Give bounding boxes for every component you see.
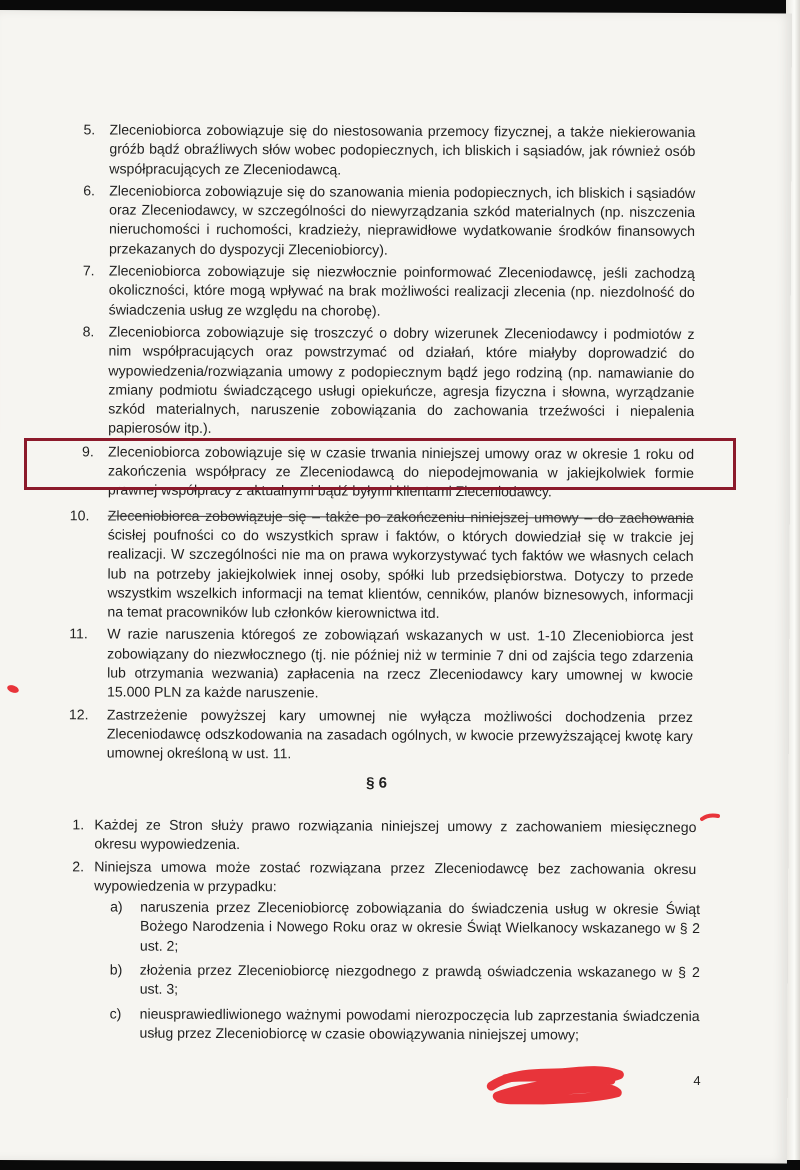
section-heading: § 6 <box>366 774 388 792</box>
list-item <box>83 261 695 322</box>
item-number: 7. <box>82 262 95 279</box>
list-item <box>68 705 693 766</box>
item-text: Niniejsza umowa może zostać rozwiązana przez Zleceniodawcę bez zachowania okresu wypowiedzenia w przypadku: <box>94 858 697 895</box>
sub-list-item <box>110 898 700 958</box>
item-text: Zleceniobiorca zobowiązuje się w czasie trwania niniejszej umowy oraz w okresie 1 roku od zakończenia współpracy ze Zleceniodawcą do niepodejmowania w jakiejkolwiek formie prawnej współpracy z aktualnymi bądź byłymi klientami Zleceniodawcy. <box>107 443 695 500</box>
page-number: 4 <box>693 1073 701 1089</box>
sub-item-text: nieusprawiedliwionego ważnymi powodami nierozpoczęcia lub zaprzestania świadczenia usług przez Zleceniobiorcę w czasie obowiązywania niniejszej umowy; <box>139 1005 700 1043</box>
list-item <box>71 857 701 1045</box>
item-number: 9. <box>82 443 94 460</box>
sub-item-text: naruszenia przez Zleceniobiorcę zobowiązania do świadczenia usług w okresie Świąt Bożego Narodzenia i Nowego Roku oraz w okresie Świąt Wielkanocy wskazanego w § 2 ust. 2; <box>139 898 701 954</box>
item-number: 1. <box>72 816 85 833</box>
item-number: 2. <box>72 857 85 874</box>
highlight-frame <box>24 438 736 490</box>
sub-list <box>109 898 700 1046</box>
list-item <box>83 181 695 261</box>
item-number: 11. <box>69 625 88 642</box>
item-number: 10. <box>69 506 90 524</box>
sub-item-letter: a) <box>110 898 123 915</box>
sub-item-text: złożenia przez Zleceniobiorcę niezgodnego z prawdą oświadczenia wskazanego w § 2 ust. 3; <box>139 961 700 998</box>
list-item <box>82 322 694 440</box>
sub-list-item <box>109 1004 699 1045</box>
item-number: 12. <box>68 705 89 723</box>
red-mark <box>700 812 720 822</box>
item-text: Zleceniobiorca zobowiązuje się niezwłocznie poinformować Zleceniodawcę, jeśli zachodzą okoliczności, które mogą wpływać na brak możliwości realizacji zlecenia (np. niezdolność do świadczenia usług ze względu na chorobę). <box>108 262 695 319</box>
item-text-struck: Zleceniobiorca zobowiązuje się – także po zakończeniu niniejszej umowy – do zachowania <box>107 507 694 526</box>
item-number: 6. <box>83 182 96 199</box>
list-item <box>83 120 695 181</box>
document-page <box>0 10 792 1163</box>
item-number: 8. <box>82 323 95 340</box>
list-item <box>69 506 694 624</box>
item-text: Zleceniobiorca zobowiązuje się troszczyć o dobry wizerunek Zleceniodawcy i podmiotów z nim współpracujących oraz powstrzymać od działań, które miałyby doprowadzić do wypowiedzenia/rozwiązania umowy z podopiecznym bądź jego rodziną (np. namawianie do zmiany podmiotu świadczącego usługi opiekuńcze, agresja fizyczna i słowna, wyrządzanie szkód materialnych, naruszenie zobowiązania do zachowania trzeźwości i niepalenia papierosów itp.). <box>108 323 695 437</box>
item-text: W razie naruszenia któregoś ze zobowiązań wskazanych w ust. 1-10 Zleceniobiorca jest zobowiązany do niezwłocznego (tj. nie później niż w terminie 7 dni od zajścia tego zdarzenia lub otrzymania wezwania) zapłacenia na rzecz Zleceniodawcy kary umownej w kwocie 15.000 PLN za każde naruszenie. <box>106 625 694 701</box>
sub-item-letter: b) <box>109 961 123 978</box>
sub-item-letter: c) <box>109 1005 122 1022</box>
list-item <box>72 815 696 856</box>
item-number: 5. <box>83 121 96 138</box>
item-text: ścisłej poufności co do wszystkich spraw i faktów, o których dowiedział się w trakcie jej realizacji. W szczególności nie ma on prawa wykorzystywać tych faktów we własnych celach lub na potrzeby jakiejkolwiek innej osoby, spółki lub przedsiębiorstwa. Dotyczy to przede wszystkim wszelkich informacji na temat klientów, cenników, planów biznesowych, informacji na temat pracowników lub członków kierownictwa itd. <box>107 526 694 622</box>
sub-list-item <box>110 961 700 1002</box>
item-text: Zleceniobiorca zobowiązuje się do niestosowania przemocy fizycznej, a także niekierowania gróźb bądź obraźliwych słów wobec podopiecznych, ich bliskich i sąsiadów, jak również osób współpracujących ze Zleceniodawcą. <box>109 121 696 178</box>
section-6-list <box>71 815 701 1050</box>
item-text: Zastrzeżenie powyższej kary umownej nie wyłącza możliwości dochodzenia przez Zleceniodawcę odszkodowania na zasadach ogólnych, w kwocie przewyższającej kwotę kary umownej określoną w ust. 11. <box>106 706 693 762</box>
red-mark <box>6 684 20 694</box>
list-item <box>69 625 694 705</box>
item-text: Każdej ze Stron służy prawo rozwiązania niniejszej umowy z zachowaniem miesięcznego okresu wypowiedzenia. <box>94 816 697 853</box>
signature-redaction <box>485 1064 625 1105</box>
item-text: Zleceniobiorca zobowiązuje się do szanowania mienia podopiecznych, ich bliskich i sąsiadów oraz Zleceniodawcy, w szczególności do niewyrządzania szkód materialnych (np. niszczenia nieruchomości i ruchomości, kradzieży, nieprawidłowe wydatkowanie środków finansowych przekazanych do dyspozycji Zleceniobiorcy). <box>108 182 696 258</box>
